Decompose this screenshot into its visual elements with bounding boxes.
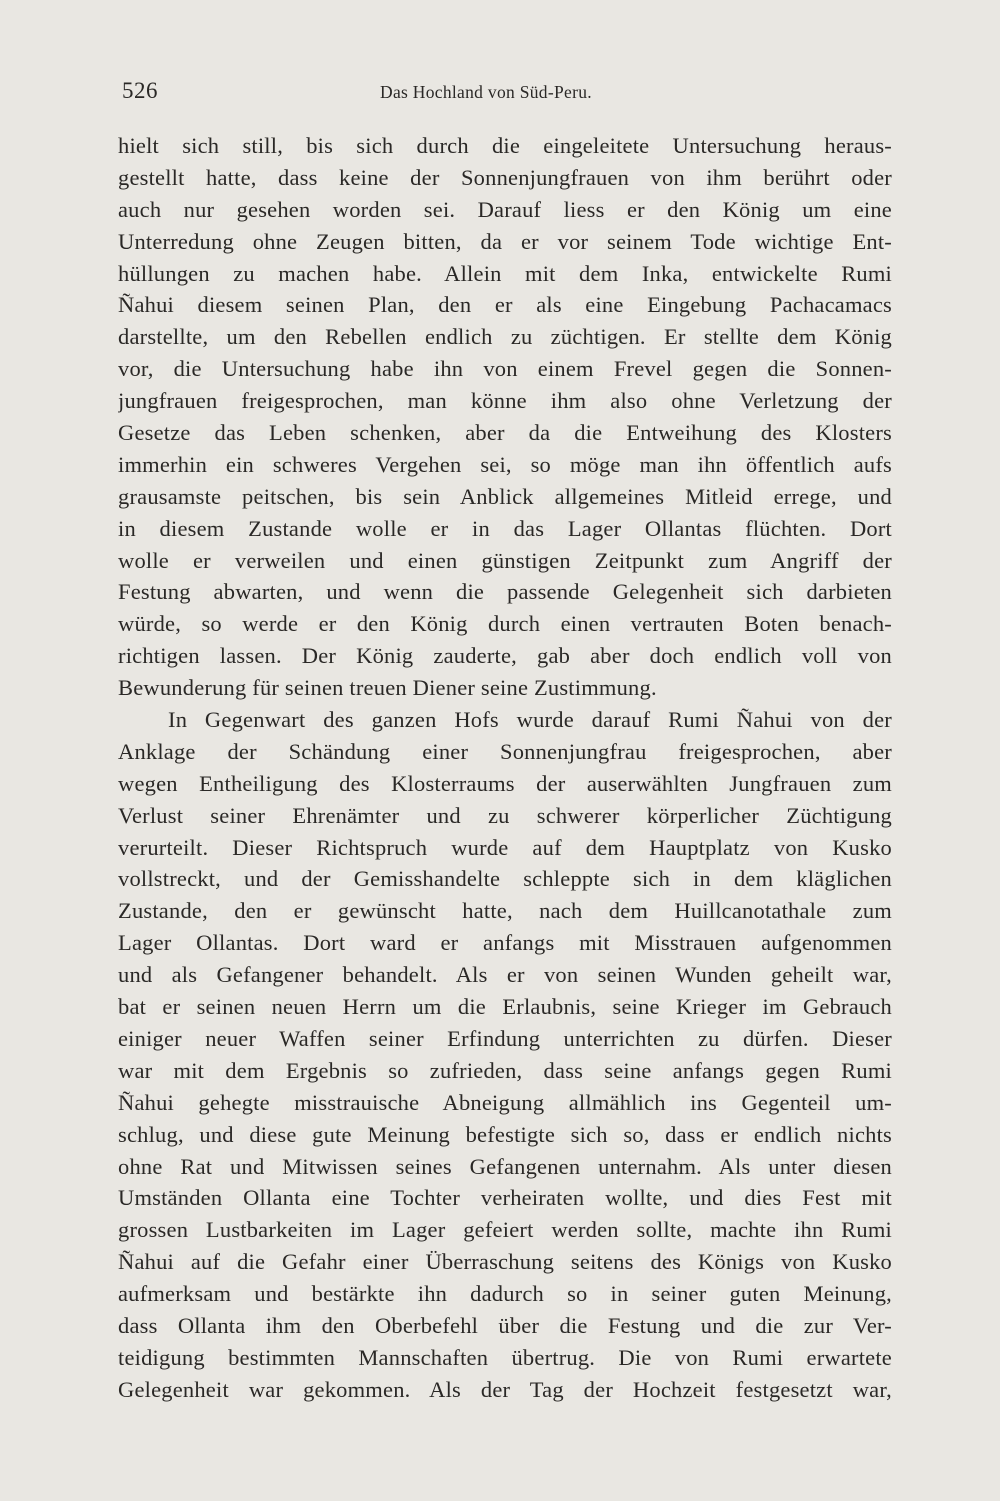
text-line: Gelegenheit war gekommen. Als der Tag der Hochzeit festgesetzt war,: [118, 1376, 892, 1402]
running-title: Das Hochland von Süd-Peru.: [380, 82, 592, 102]
text-line: einiger neuer Waffen seiner Erfindung unterrichten zu dürfen. Dieser: [118, 1025, 892, 1051]
text-line: jungfrauen freigesprochen, man könne ihm also ohne Verletzung der: [118, 388, 892, 414]
text-line: Umständen Ollanta eine Tochter verheiraten wollte, und dies Fest mit: [118, 1185, 892, 1211]
text-line: Anklage der Schändung einer Sonnenjungfrau freigesprochen, aber: [118, 738, 892, 764]
text-line: schlug, und diese gute Meinung befestigte sich so, dass er endlich nichts: [118, 1121, 892, 1147]
text-line: dass Ollanta ihm den Oberbefehl über die Festung und die zur Ver-: [118, 1312, 892, 1338]
text-line: bat er seinen neuen Herrn um die Erlaubnis, seine Krieger im Gebrauch: [118, 994, 892, 1020]
text-line: würde, so werde er den König durch einen vertrauten Boten benach-: [118, 611, 892, 637]
text-line: Lager Ollantas. Dort ward er anfangs mit Misstrauen aufgenommen: [118, 930, 892, 956]
text-line: Verlust seiner Ehrenämter und zu schwerer körperlicher Züchtigung: [118, 802, 892, 828]
text-line: war mit dem Ergebnis so zufrieden, dass seine anfangs gegen Rumi: [118, 1057, 892, 1083]
text-line: grausamste peitschen, bis sein Anblick allgemeines Mitleid errege, und: [118, 483, 892, 509]
text-line: Ñahui diesem seinen Plan, den er als eine Eingebung Pachacamacs: [118, 292, 892, 318]
text-line: Gesetze das Leben schenken, aber da die Entweihung des Klosters: [118, 420, 892, 446]
text-line: aufmerksam und bestärkte ihn dadurch so in seiner guten Meinung,: [118, 1281, 892, 1307]
text-line: Zustande, den er gewünscht hatte, nach dem Huillcanotathale zum: [118, 898, 892, 924]
text-line: ohne Rat und Mitwissen seines Gefangenen unternahm. Als unter diesen: [118, 1153, 892, 1179]
text-line: verurteilt. Dieser Richtspruch wurde auf dem Hauptplatz von Kusko: [118, 834, 892, 860]
text-line: hielt sich still, bis sich durch die eingeleitete Untersuchung heraus-: [118, 133, 892, 158]
text-line: vor, die Untersuchung habe ihn von einem Frevel gegen die Sonnen-: [118, 356, 892, 382]
text-line: immerhin ein schweres Vergehen sei, so möge man ihn öffentlich aufs: [118, 451, 892, 477]
text-line: hüllungen zu machen habe. Allein mit dem Inka, entwickelte Rumi: [118, 260, 892, 286]
text-line: auch nur gesehen worden sei. Darauf liess er den König um eine: [118, 196, 892, 222]
body-text: [118, 130, 892, 1406]
text-line: in diesem Zustande wolle er in das Lager Ollantas flüchten. Dort: [118, 515, 892, 541]
page-number: 526: [122, 78, 158, 103]
text-line: richtigen lassen. Der König zauderte, gab aber doch endlich voll von: [118, 643, 892, 669]
text-line: grossen Lustbarkeiten im Lager gefeiert werden sollte, machte ihn Rumi: [118, 1217, 892, 1243]
text-line: Unterredung ohne Zeugen bitten, da er vor seinem Tode wichtige Ent-: [118, 228, 892, 254]
text-line: und als Gefangener behandelt. Als er von seinen Wunden geheilt war,: [118, 962, 892, 988]
text-line: vollstreckt, und der Gemisshandelte schleppte sich in dem kläglichen: [118, 866, 892, 892]
text-line: teidigung bestimmten Mannschaften übertrug. Die von Rumi erwartete: [118, 1344, 892, 1370]
text-line: darstellte, um den Rebellen endlich zu züchtigen. Er stellte dem König: [118, 324, 892, 350]
text-line: wolle er verweilen und einen günstigen Zeitpunkt zum Angriff der: [118, 547, 892, 573]
text-line: wegen Entheiligung des Klosterraums der auserwählten Jungfrauen zum: [118, 770, 892, 796]
text-line: Ñahui auf die Gefahr einer Überraschung seitens des Königs von Kusko: [118, 1249, 892, 1275]
page-header: [122, 78, 892, 108]
text-line: Ñahui gehegte misstrauische Abneigung allmählich ins Gegenteil um-: [118, 1089, 892, 1115]
paragraph-end-line: Bewunderung für seinen treuen Diener seine Zustimmung.: [118, 675, 657, 701]
paragraph-start-line: In Gegenwart des ganzen Hofs wurde darauf Rumi Ñahui von der: [168, 707, 892, 733]
text-line: Festung abwarten, und wenn die passende Gelegenheit sich darbieten: [118, 579, 892, 605]
text-line: gestellt hatte, dass keine der Sonnenjungfrauen von ihm berührt oder: [118, 164, 892, 190]
